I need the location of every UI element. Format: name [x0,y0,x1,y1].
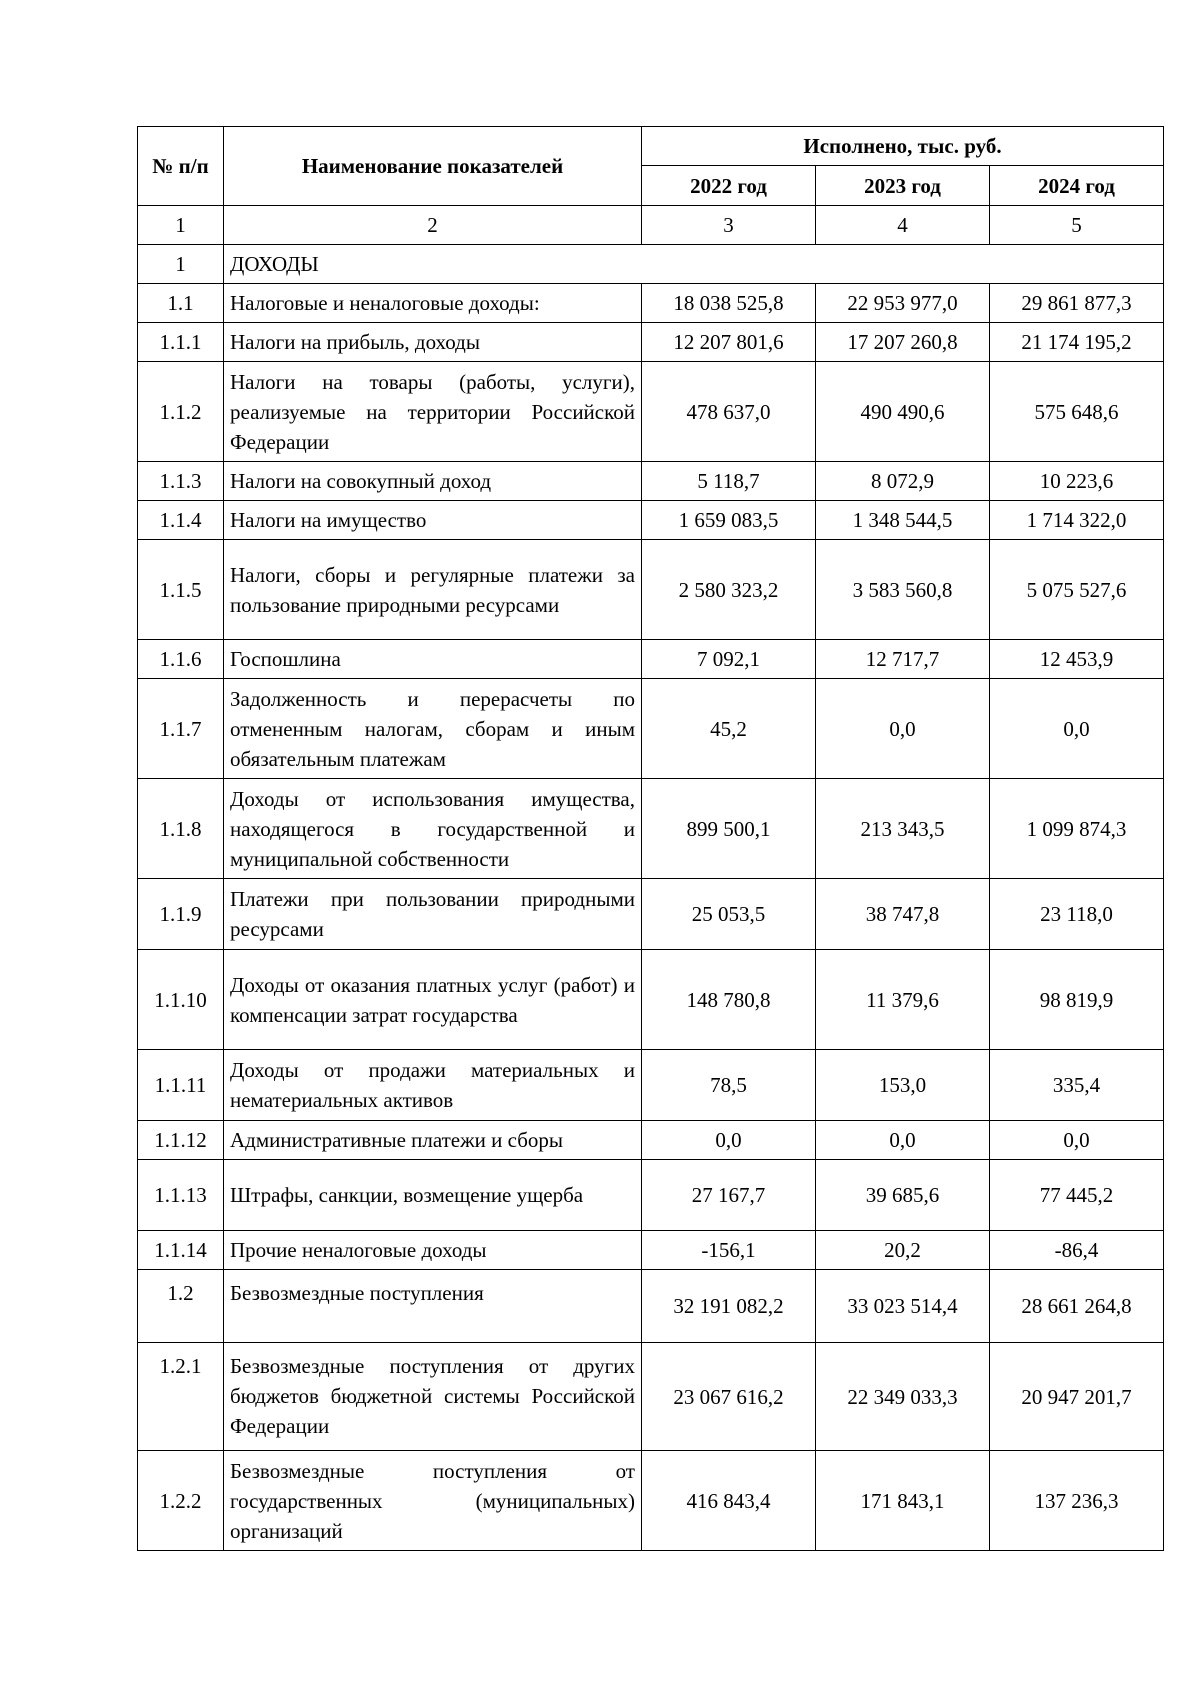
row-value-2023: 8 072,9 [816,462,990,501]
section-row [138,245,1164,284]
row-value-2022: 148 780,8 [642,950,816,1050]
column-index-row [138,206,1164,245]
table-row [138,284,1164,323]
row-name: Налоги, сборы и регулярные платежи за пользование природными ресурсами [224,540,642,640]
row-value-2023: 1 348 544,5 [816,501,990,540]
table-row [138,1231,1164,1270]
row-value-2023: 0,0 [816,1121,990,1160]
row-number: 1.2.2 [138,1451,224,1551]
row-value-2023: 22 953 977,0 [816,284,990,323]
table-row [138,1050,1164,1121]
row-value-2022: 0,0 [642,1121,816,1160]
table-row [138,950,1164,1050]
header-col-name: Наименование показателей [224,127,642,206]
row-number: 1.1.6 [138,640,224,679]
header-year-2024: 2024 год [990,166,1164,206]
row-name: Доходы от использования имущества, находящегося в государственной и муниципальной собственности [224,779,642,879]
table-row [138,323,1164,362]
row-value-2024: 335,4 [990,1050,1164,1121]
table-row [138,1343,1164,1451]
row-value-2022: 899 500,1 [642,779,816,879]
row-value-2024: 1 714 322,0 [990,501,1164,540]
row-value-2024: 29 861 877,3 [990,284,1164,323]
row-value-2024: 1 099 874,3 [990,779,1164,879]
row-name: Безвозмездные поступления [224,1270,642,1343]
row-value-2024: 28 661 264,8 [990,1270,1164,1343]
row-number: 1.1.13 [138,1160,224,1231]
row-value-2023: 153,0 [816,1050,990,1121]
row-value-2022: 25 053,5 [642,879,816,950]
row-name: Налоги на совокупный доход [224,462,642,501]
row-value-2023: 39 685,6 [816,1160,990,1231]
row-value-2023: 22 349 033,3 [816,1343,990,1451]
row-name: Доходы от оказания платных услуг (работ) и компенсации затрат государства [224,950,642,1050]
row-value-2023: 171 843,1 [816,1451,990,1551]
table-row [138,679,1164,779]
table-row [138,879,1164,950]
row-name: Платежи при пользовании природными ресурсами [224,879,642,950]
row-value-2023: 490 490,6 [816,362,990,462]
row-number: 1.1.5 [138,540,224,640]
table-row [138,1451,1164,1551]
header-year-2022: 2022 год [642,166,816,206]
column-index: 3 [642,206,816,245]
row-value-2024: 20 947 201,7 [990,1343,1164,1451]
row-number: 1.1.11 [138,1050,224,1121]
row-value-2024: 21 174 195,2 [990,323,1164,362]
header-year-2023: 2023 год [816,166,990,206]
row-value-2022: 32 191 082,2 [642,1270,816,1343]
row-name: Налоговые и неналоговые доходы: [224,284,642,323]
table-row [138,501,1164,540]
row-name: Задолженность и перерасчеты по отмененным налогам, сборам и иным обязательным платежам [224,679,642,779]
row-name: Безвозмездные поступления от других бюджетов бюджетной системы Российской Федерации [224,1343,642,1451]
row-value-2022: 416 843,4 [642,1451,816,1551]
row-value-2024: 10 223,6 [990,462,1164,501]
row-value-2023: 12 717,7 [816,640,990,679]
table-row [138,362,1164,462]
row-value-2022: 2 580 323,2 [642,540,816,640]
column-index: 4 [816,206,990,245]
row-value-2024: 0,0 [990,679,1164,779]
column-index: 5 [990,206,1164,245]
table-row [138,1160,1164,1231]
row-name: Прочие неналоговые доходы [224,1231,642,1270]
row-value-2022: 78,5 [642,1050,816,1121]
row-value-2023: 3 583 560,8 [816,540,990,640]
revenue-table [137,126,1164,1551]
row-value-2023: 17 207 260,8 [816,323,990,362]
row-value-2022: 1 659 083,5 [642,501,816,540]
row-value-2023: 33 023 514,4 [816,1270,990,1343]
table-row [138,540,1164,640]
row-name: Налоги на прибыль, доходы [224,323,642,362]
row-value-2024: 12 453,9 [990,640,1164,679]
row-number: 1.1.1 [138,323,224,362]
row-number: 1.1.12 [138,1121,224,1160]
row-value-2024: -86,4 [990,1231,1164,1270]
row-name: Налоги на имущество [224,501,642,540]
row-number: 1.1.2 [138,362,224,462]
row-number: 1.2.1 [138,1343,224,1451]
row-name: Безвозмездные поступления от государственных (муниципальных) организаций [224,1451,642,1551]
row-number: 1.1.14 [138,1231,224,1270]
table-row [138,462,1164,501]
row-name: Штрафы, санкции, возмещение ущерба [224,1160,642,1231]
row-name: Налоги на товары (работы, услуги), реализуемые на территории Российской Федерации [224,362,642,462]
row-number: 1.1.4 [138,501,224,540]
row-number: 1.1.7 [138,679,224,779]
row-number: 1.1.10 [138,950,224,1050]
row-value-2022: 27 167,7 [642,1160,816,1231]
row-name: Доходы от продажи материальных и нематериальных активов [224,1050,642,1121]
header-col-number: № п/п [138,127,224,206]
row-value-2022: -156,1 [642,1231,816,1270]
row-value-2024: 137 236,3 [990,1451,1164,1551]
row-name: Административные платежи и сборы [224,1121,642,1160]
row-value-2022: 18 038 525,8 [642,284,816,323]
row-value-2023: 0,0 [816,679,990,779]
row-value-2022: 7 092,1 [642,640,816,679]
column-index: 2 [224,206,642,245]
row-value-2024: 575 648,6 [990,362,1164,462]
row-value-2023: 20,2 [816,1231,990,1270]
column-index: 1 [138,206,224,245]
row-number: 1.1.3 [138,462,224,501]
row-value-2023: 11 379,6 [816,950,990,1050]
row-number: 1.1 [138,284,224,323]
row-number: 1.1.9 [138,879,224,950]
table-row [138,1121,1164,1160]
row-value-2022: 45,2 [642,679,816,779]
document-page [137,126,1163,1551]
section-title: ДОХОДЫ [224,245,1164,284]
row-number: 1.2 [138,1270,224,1343]
section-number: 1 [138,245,224,284]
header-group-executed: Исполнено, тыс. руб. [642,127,1164,166]
row-value-2023: 213 343,5 [816,779,990,879]
row-value-2023: 38 747,8 [816,879,990,950]
row-value-2024: 23 118,0 [990,879,1164,950]
row-value-2024: 98 819,9 [990,950,1164,1050]
row-name: Госпошлина [224,640,642,679]
row-value-2022: 478 637,0 [642,362,816,462]
table-row [138,779,1164,879]
row-value-2024: 0,0 [990,1121,1164,1160]
row-value-2022: 23 067 616,2 [642,1343,816,1451]
row-value-2022: 5 118,7 [642,462,816,501]
row-value-2024: 77 445,2 [990,1160,1164,1231]
table-row [138,1270,1164,1343]
row-value-2022: 12 207 801,6 [642,323,816,362]
row-number: 1.1.8 [138,779,224,879]
row-value-2024: 5 075 527,6 [990,540,1164,640]
table-row [138,640,1164,679]
